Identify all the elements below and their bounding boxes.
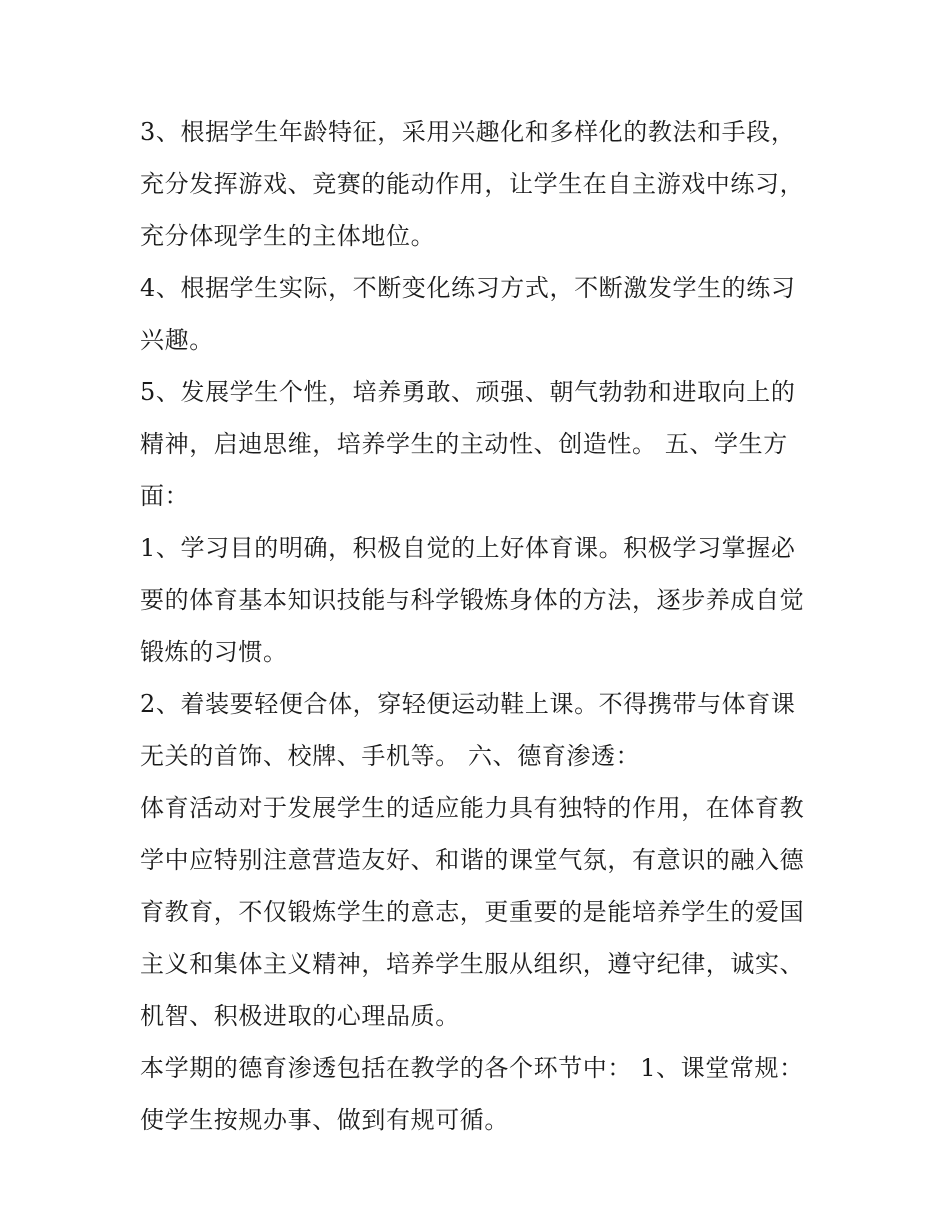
text-line: 2、着装要轻便合体，穿轻便运动鞋上课。不得携带与体育课	[140, 690, 796, 718]
text-line: 使学生按规办事、做到有规可循。	[140, 1106, 509, 1134]
text-line: 要的体育基本知识技能与科学锻炼身体的方法，逐步养成自觉	[140, 586, 805, 614]
text-line: 主义和集体主义精神，培养学生服从组织，遵守纪律，诚实、	[140, 950, 805, 978]
text-line: 锻炼的习惯。	[140, 638, 288, 666]
text-line: 5、发展学生个性，培养勇敢、顽强、朝气勃勃和进取向上的	[140, 378, 796, 406]
text-line: 兴趣。	[140, 326, 214, 354]
text-line: 无关的首饰、校牌、手机等。 六、德育渗透：	[140, 742, 641, 770]
text-line: 1、学习目的明确，积极自觉的上好体育课。积极学习掌握必	[140, 534, 796, 562]
text-line: 学中应特别注意营造友好、和谐的课堂气氛，有意识的融入德	[140, 846, 805, 874]
text-line: 4、根据学生实际，不断变化练习方式，不断激发学生的练习	[140, 274, 796, 302]
text-line: 本学期的德育渗透包括在教学的各个环节中： 1、课堂常规：	[140, 1054, 804, 1082]
text-line: 育教育，不仅锻炼学生的意志，更重要的是能培养学生的爱国	[140, 898, 805, 926]
text-line: 3、根据学生年龄特征，采用兴趣化和多样化的教法和手段，	[140, 118, 796, 146]
document-body	[140, 106, 820, 1146]
text-line: 精神，启迪思维，培养学生的主动性、创造性。 五、学生方	[140, 430, 788, 458]
text-line: 充分体现学生的主体地位。	[140, 222, 436, 250]
text-line: 体育活动对于发展学生的适应能力具有独特的作用，在体育教	[140, 794, 805, 822]
text-line: 机智、积极进取的心理品质。	[140, 1002, 460, 1030]
text-line: 充分发挥游戏、竞赛的能动作用，让学生在自主游戏中练习，	[140, 170, 805, 198]
text-line: 面：	[140, 482, 190, 510]
